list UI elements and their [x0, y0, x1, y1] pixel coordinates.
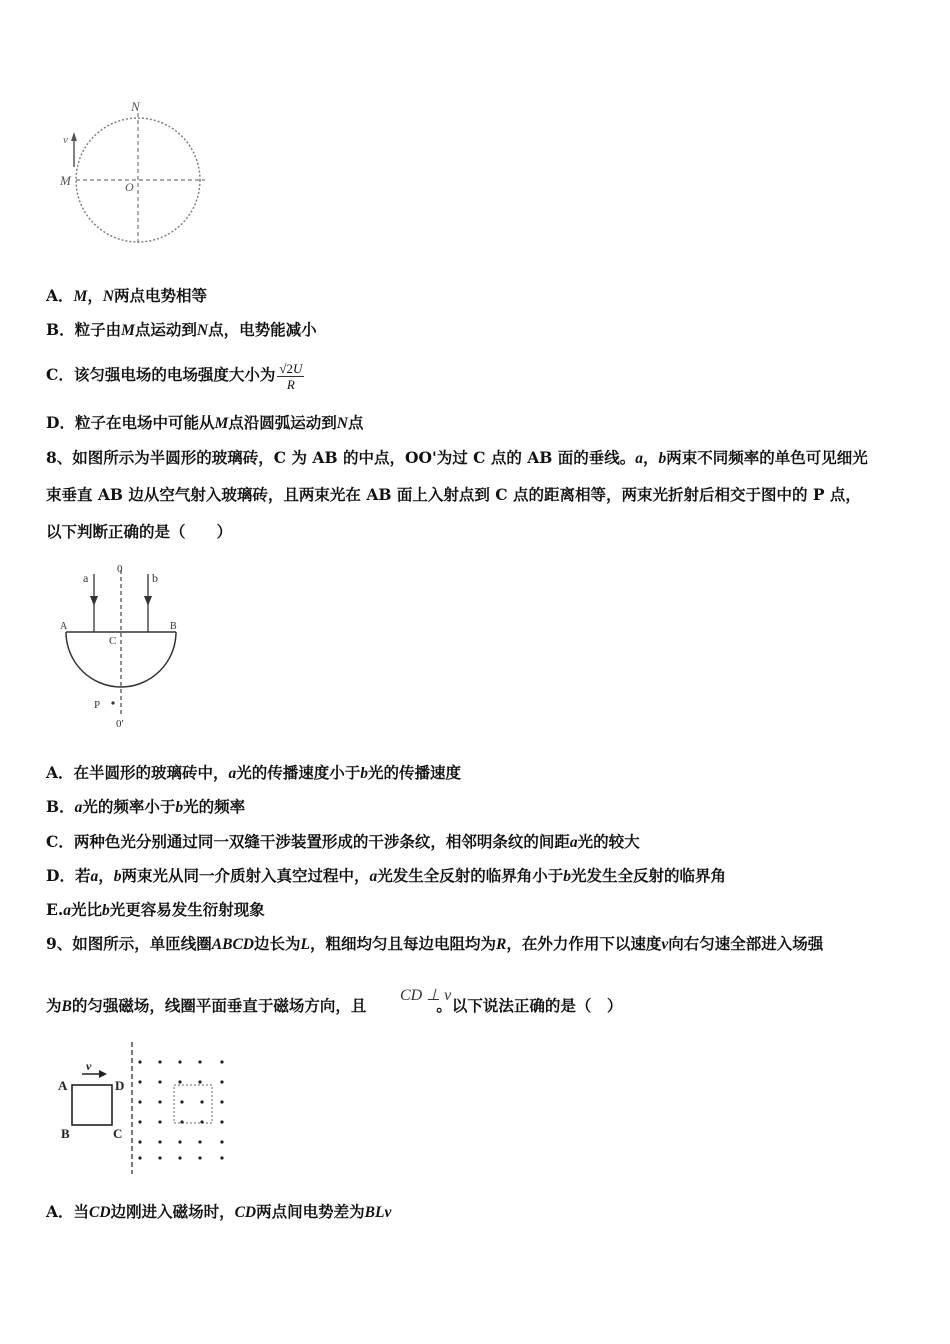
label-A: A — [60, 621, 68, 632]
q7-option-b: B．粒子由M点运动到N点，电势能减小 — [46, 320, 317, 339]
label-N: N — [131, 99, 140, 114]
q8-stem-line2: 束垂直 AB 边从空气射入玻璃砖，且两束光在 AB 面上入射点到 C 点的距离相等，两束光折射后相交于图中的 P 点， — [46, 485, 861, 504]
label-O: 0 — [117, 563, 123, 575]
label-O: O — [125, 180, 134, 194]
q8-option-d: D．若a，b两束光从同一介质射入真空过程中，a光发生全反射的临界角小于b光发生全反射的临界角 — [46, 866, 727, 885]
label-a: a — [83, 571, 89, 585]
label-A: A — [58, 1078, 68, 1093]
cd-perpendicular-v-formula: CD ⊥ v — [400, 987, 452, 1004]
label-B: B — [170, 621, 177, 632]
q9-stem-line1: 9、如图所示，单匝线圈ABCD边长为L，粗细均匀且每边电阻均为R，在外力作用下以速度v向右匀速全部进入场强 — [46, 934, 824, 953]
label-B: B — [61, 1126, 70, 1141]
label-M: M — [60, 173, 71, 188]
magnetic-field-dots — [138, 1060, 223, 1159]
velocity-arrowhead — [99, 1070, 107, 1078]
q7-option-c: C．该匀强电场的电场强度大小为 $\frac{√2U}{R}$ — [46, 360, 303, 392]
coil-final-position — [174, 1085, 212, 1123]
semicircle-glass-figure — [58, 560, 198, 735]
q7-option-a: A．M，N两点电势相等 — [46, 286, 208, 305]
q9-stem-line2: 为B的匀强磁场，线圈平面垂直于磁场方向，且 。以下说法正确的是（ ） — [46, 996, 623, 1015]
label-O-prime: 0' — [116, 718, 124, 730]
label-C: C — [109, 635, 117, 647]
q8-stem-line1: 8、如图所示为半圆形的玻璃砖，C 为 AB 的中点，OO'为过 C 点的 AB 面的垂线。a，b两束不同频率的单色可见细光 — [46, 448, 868, 467]
q8-option-c: C．两种色光分别通过同一双缝干涉装置形成的干涉条纹，相邻明条纹的间距a光的较大 — [46, 832, 640, 851]
field-strength-fraction: $\frac{√2U}{R}$ — [279, 360, 303, 392]
q8-stem-line3: 以下判断正确的是（ ） — [46, 522, 233, 541]
label-P: P — [94, 699, 101, 711]
q8-option-a: A．在半圆形的玻璃砖中，a光的传播速度小于b光的传播速度 — [46, 763, 462, 782]
velocity-arrowhead — [71, 132, 77, 141]
label-v: v — [86, 1059, 92, 1073]
circle-field-figure — [55, 95, 235, 255]
coil-abcd — [72, 1085, 112, 1125]
label-b: b — [152, 571, 158, 585]
label-D: D — [115, 1078, 125, 1093]
coil-magnetic-field-figure — [52, 1038, 242, 1178]
label-v: v — [63, 134, 68, 146]
point-p — [111, 701, 114, 704]
q8-option-b: B．a光的频率小于b光的频率 — [46, 797, 246, 816]
label-C: C — [113, 1126, 123, 1141]
q7-option-d: D．粒子在电场中可能从M点沿圆弧运动到N点 — [46, 413, 364, 432]
ray-b-arrowhead — [144, 596, 152, 606]
q9-option-a: A．当CD边刚进入磁场时，CD两点间电势差为BLv — [46, 1202, 392, 1221]
q8-option-e: E.a光比b光更容易发生衍射现象 — [46, 900, 265, 919]
ray-a-arrowhead — [90, 596, 98, 606]
